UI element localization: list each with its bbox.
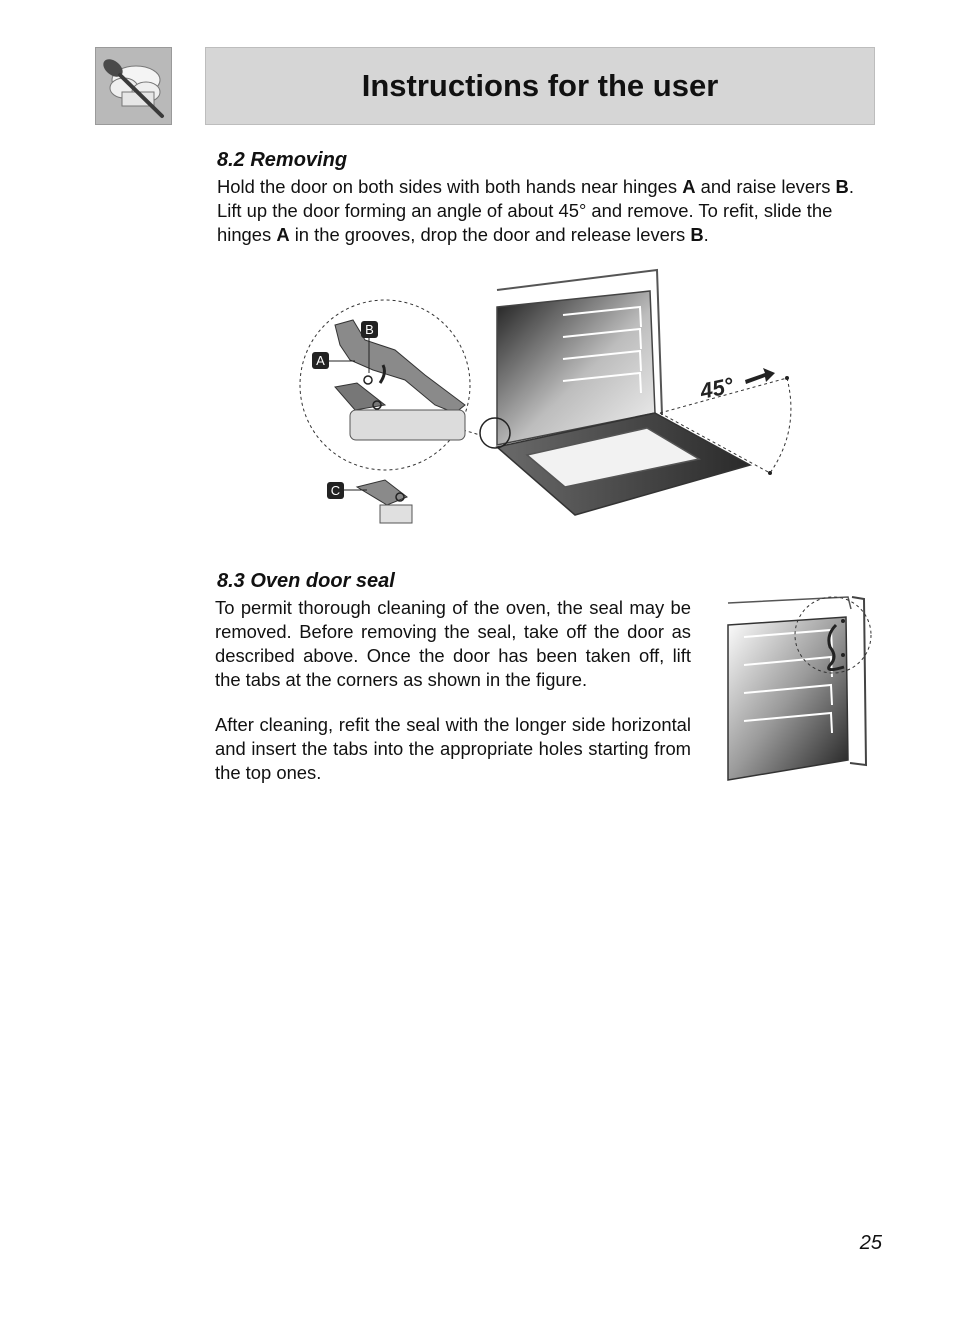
door-seal-illustration <box>726 595 874 787</box>
page-title: Instructions for the user <box>361 68 719 103</box>
removing-paragraph: Hold the door on both sides with both hands near hinges A and raise levers B. Lift up the door forming an angle of about 45° and remove. To refit, slide the hinges A in the grooves, drop the door and release levers B. <box>217 176 854 245</box>
arrow-icon <box>745 368 775 384</box>
seal-paragraph-2: After cleaning, refit the seal with the longer side horizontal and insert the tabs into the appropriate holes starting from the top ones. <box>215 714 691 783</box>
angle-label: 45° <box>697 372 736 404</box>
section-heading-removing: 8.2 Removing <box>217 149 348 171</box>
door-removal-illustration <box>295 265 805 530</box>
svg-text:B: B <box>365 322 374 337</box>
section-heading-door-seal: 8.3 Oven door seal <box>217 570 395 592</box>
page-number: 25 <box>859 1232 882 1254</box>
svg-text:A: A <box>316 353 325 368</box>
spoon-chef-hat-icon <box>96 48 171 124</box>
detail-zoom-circle <box>300 300 470 470</box>
hinge-a <box>335 383 385 410</box>
svg-text:C: C <box>330 483 341 498</box>
logo <box>95 47 172 125</box>
header-bar <box>205 47 875 125</box>
seal-paragraph-1: To permit thorough cleaning of the oven, the seal may be removed. Before removing the seal, take off the door as described above. Once the door has been taken off, lift the tabs at the corners as shown in the figure. <box>215 597 691 690</box>
label-c <box>327 482 367 499</box>
